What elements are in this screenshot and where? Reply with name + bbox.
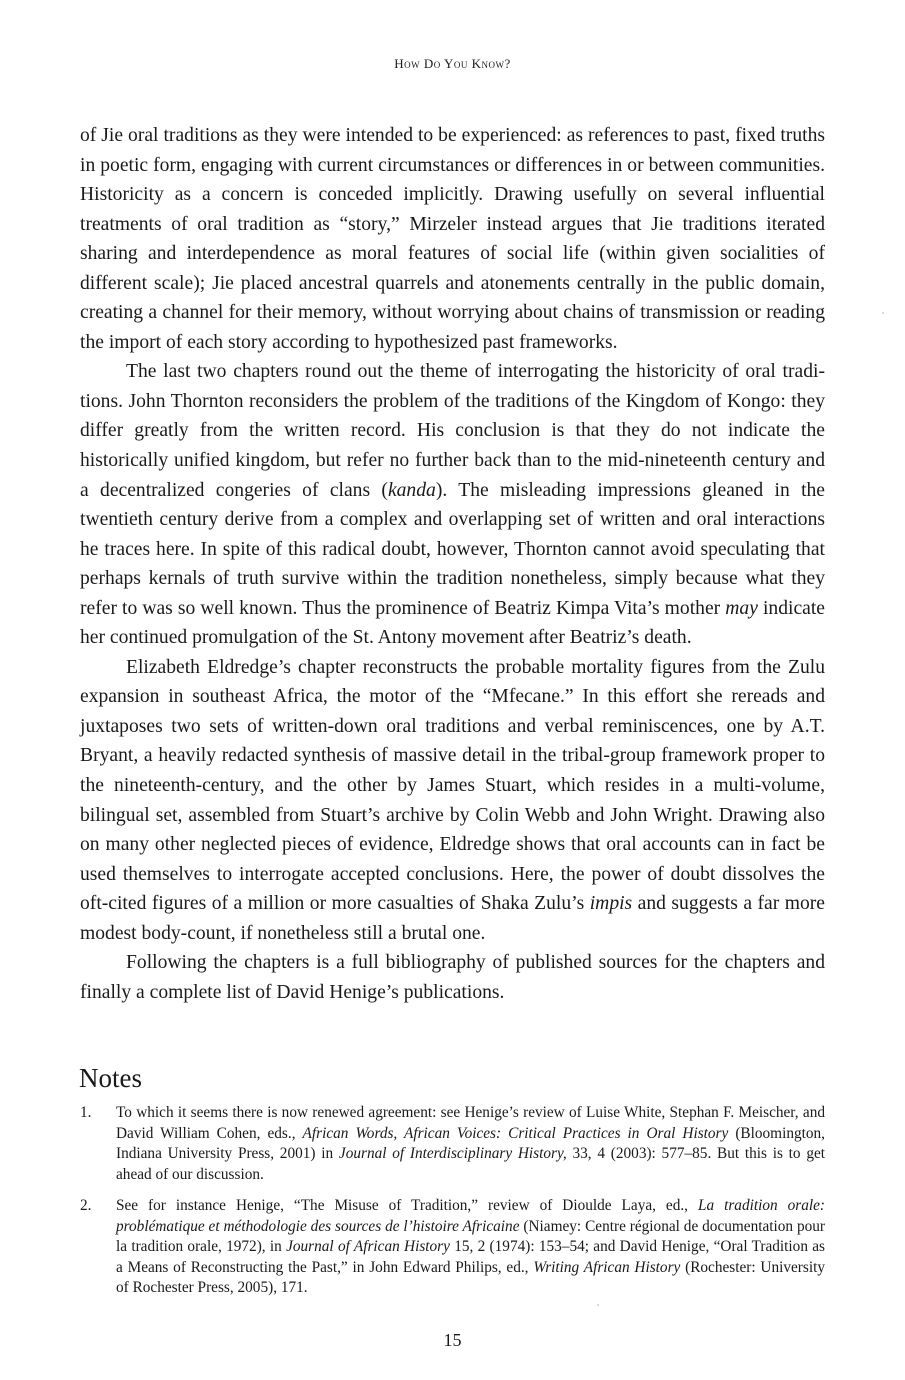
italic-text: may xyxy=(725,597,758,619)
text-run: and suggests a far more modest body-count, if nonetheless still a brutal one. xyxy=(80,893,825,944)
italic-text: impis xyxy=(589,893,633,915)
page-number: 15 xyxy=(443,1330,462,1350)
italic-text: Journal of African History xyxy=(286,1238,450,1255)
notes-heading: Notes xyxy=(79,1063,142,1093)
text-run: (Bloomington, Indiana University Press, 2001) in xyxy=(116,1124,826,1162)
footnote-text xyxy=(116,1197,825,1296)
text-run: ). The misleading impressions gleaned in the twentieth century derive from a complex and overlapping set of written and oral interactions he traces here. In spite of this radical doubt, however, Thornton cannot avoid speculating that perhaps kernals of truth survive within the tradition nonetheless, simply because what they refer to was so well known. Thus the prominence of Beatriz Kimpa Vita’s mother xyxy=(80,479,826,619)
italic-text: Writing African History xyxy=(533,1258,681,1276)
italic-text: La tradition orale: problématique et méthodologie des sources de l’histoire Africaine xyxy=(116,1197,826,1235)
paragraph xyxy=(80,357,825,652)
footnote-number: 1. xyxy=(80,1104,92,1121)
text-run: 15, 2 (1974): 153–54; and David Henige, “Oral Tradition as a Means of Reconstructing the Past,” in John Edward Philips, ed., xyxy=(116,1238,825,1276)
footnote-number: 2. xyxy=(80,1197,92,1214)
text-run: (Rochester: University of Rochester Press, 2005), 171. xyxy=(116,1258,825,1296)
footnote-text xyxy=(116,1104,825,1183)
notes-list xyxy=(80,1103,825,1310)
italic-text: Journal of Interdisciplinary History, xyxy=(338,1145,567,1162)
main-body-text xyxy=(80,121,825,1007)
text-run: indicate her continued promulgation of the St. Antony movement after Beatriz’s death. xyxy=(80,597,825,649)
paragraph xyxy=(80,948,825,1007)
running-head: How Do You Know? xyxy=(394,56,511,71)
scan-speck xyxy=(882,312,884,314)
text-run: 33, 4 (2003): 577–85. But this is to get ahead of our discussion. xyxy=(116,1145,826,1183)
text-run: See for instance Henige, “The Misuse of Tradition,” review of Dioulde Laya, ed., xyxy=(116,1197,698,1214)
footnote xyxy=(80,1103,825,1185)
text-run: The last two chapters round out the theme of interrogating the historicity of oral traditions. John Thornton reconsiders the problem of the traditions of the Kingdom of Kongo: they differ greatly from the written record. His conclusion is that they do not indicate the historically unified kingdom, but refer no further back than to the mid-nineteenth century and a decentralized congeries of clans ( xyxy=(80,361,825,501)
text-run: Elizabeth Eldredge’s chapter reconstructs the probable mortality figures from the Zulu expansion in southeast Africa, the motor of the “Mfecane.” In this effort she rereads and juxtaposes two sets of written-down oral traditions and verbal reminiscences, one by A.T. Bryant, a heavily redacted synthesis of massive detail in the tribal-group framework proper to the nineteenth-century, and the other by James Stuart, which resides in a multi-volume, bilingual set, assembled from Stuart’s archive by Colin Webb and John Wright. Drawing also on many other neglected pieces of evidence, Eldredge shows that oral accounts can in fact be used themselves to interrogate accepted conclusions. Here, the power of doubt dissolves the oft-cited figures of a million or more casualties of Shaka Zulu’s xyxy=(80,656,825,915)
paragraph xyxy=(80,653,825,948)
paragraph xyxy=(80,121,825,357)
text-run: of Jie oral traditions as they were intended to be experienced: as references to past, fixed truths in poetic form, engaging with current circumstances or differences in or between communities. Historicity as a concern is conceded implicitly. Drawing usefully on several influential treatments of oral tradition as “story,” Mirzeler instead argues that Jie traditions iterated sharing and interdependence as moral features of social life (within given socialities of different scale); Jie placed ancestral quarrels and atonements centrally in the public domain, creating a channel for their memory, without worrying about chains of transmission or reading the import of each story according to hypothesized past frameworks. xyxy=(80,125,825,353)
italic-text: African Words, African Voices: Critical Practices in Oral History xyxy=(302,1124,729,1142)
text-run: Following the chapters is a full bibliography of published sources for the chapters and finally a complete list of David Henige’s publications. xyxy=(80,952,825,1003)
scan-speck xyxy=(597,1304,599,1306)
italic-text: kanda xyxy=(387,479,436,501)
text-run: To which it seems there is now renewed agreement: see Henige’s review of Luise White, Stephan F. Meischer, and David William Cohen, eds., xyxy=(116,1104,825,1142)
footnote xyxy=(80,1196,825,1299)
text-run: (Niamey: Centre régional de documentation pour la tradition orale, 1972), in xyxy=(116,1217,826,1255)
